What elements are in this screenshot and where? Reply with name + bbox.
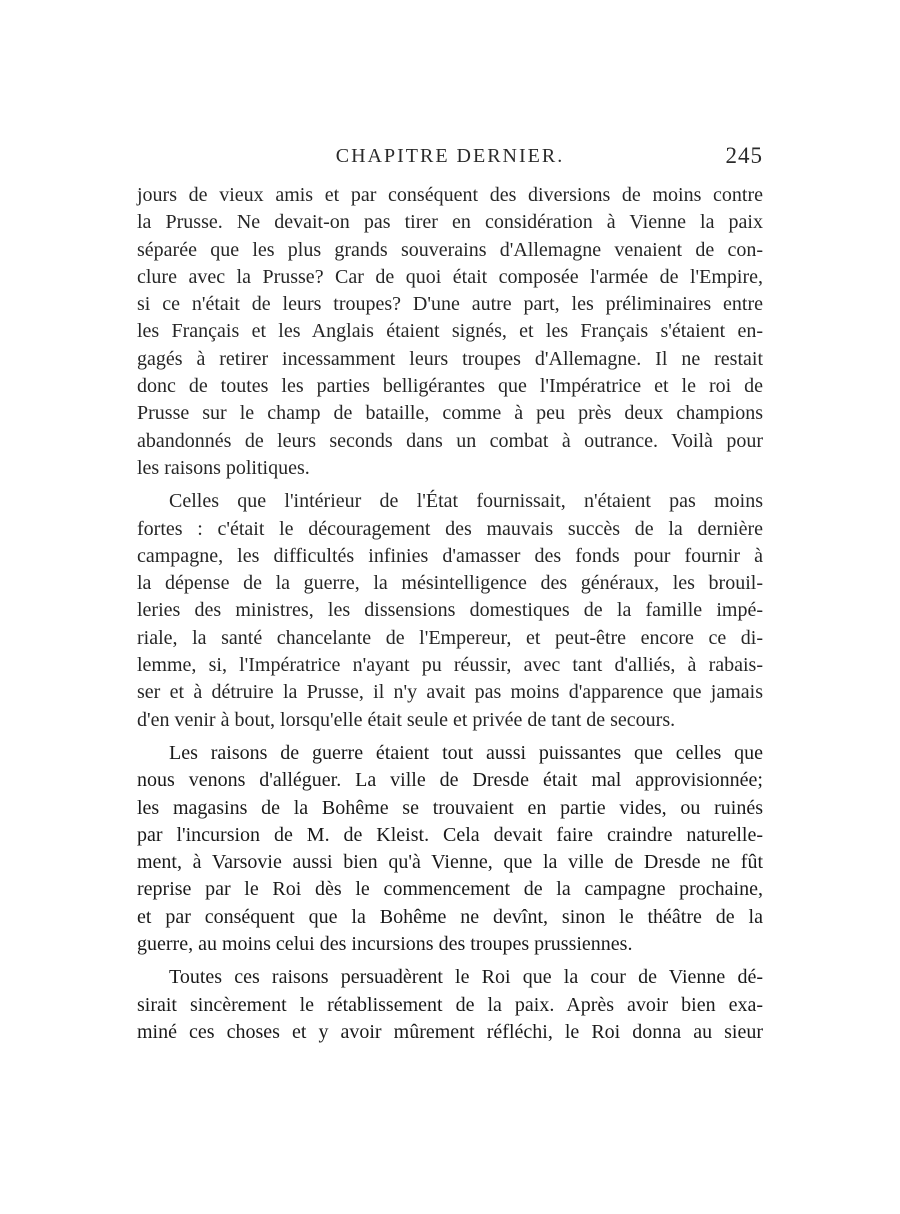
text-line: si ce n'était de leurs troupes? D'une autre part, les préliminaires entre — [137, 293, 763, 316]
text-line: lemme, si, l'Impératrice n'ayant pu réussir, avec tant d'alliés, à rabais- — [137, 654, 763, 677]
text-line: et par conséquent que la Bohême ne devînt, sinon le théâtre de la — [137, 905, 763, 928]
running-title: CHAPITRE DERNIER. — [335, 145, 565, 167]
text-line: les raisons politiques. — [137, 456, 310, 479]
text-line: ser et à détruire la Prusse, il n'y avait pas moins d'apparence que jamais — [137, 681, 763, 704]
text-line: fortes : c'était le découragement des mauvais succès de la dernière — [137, 517, 763, 540]
running-head — [137, 143, 763, 173]
text-line: miné ces choses et y avoir mûrement réfléchi, le Roi donna au sieur — [137, 1020, 763, 1043]
text-line: séparée que les plus grands souverains d'Allemagne venaient de con- — [137, 238, 763, 261]
text-line: leries des ministres, les dissensions domestiques de la famille impé- — [137, 599, 763, 622]
paragraph-1 — [137, 182, 763, 482]
text-line: Les raisons de guerre étaient tout aussi puissantes que celles que — [169, 741, 763, 764]
text-line: nous venons d'alléguer. La ville de Dresde était mal approvisionnée; — [137, 769, 763, 792]
text-line: sirait sincèrement le rétablissement de la paix. Après avoir bien exa- — [137, 993, 763, 1016]
text-line: les Français et les Anglais étaient signés, et les Français s'étaient en- — [137, 320, 763, 343]
body-text — [137, 182, 763, 1046]
text-line: clure avec la Prusse? Car de quoi était composée l'armée de l'Empire, — [137, 265, 763, 288]
text-line: gagés à retirer incessamment leurs troupes d'Allemagne. Il ne restait — [137, 347, 763, 370]
text-line: Celles que l'intérieur de l'État fournissait, n'étaient pas moins — [169, 490, 763, 513]
text-line: la dépense de la guerre, la mésintelligence des généraux, les brouil- — [137, 572, 763, 595]
text-line: campagne, les difficultés infinies d'amasser des fonds pour fournir à — [137, 544, 763, 567]
text-line: ment, à Varsovie aussi bien qu'à Vienne, que la ville de Dresde ne fût — [137, 851, 763, 874]
paragraph-2 — [137, 488, 763, 734]
text-line: les magasins de la Bohême se trouvaient en partie vides, ou ruinés — [137, 796, 763, 819]
text-line: guerre, au moins celui des incursions des troupes prussiennes. — [137, 933, 633, 956]
text-line: riale, la santé chancelante de l'Empereur, et peut-être encore ce di- — [137, 626, 763, 649]
paragraph-3 — [137, 740, 763, 958]
text-line: reprise par le Roi dès le commencement de la campagne prochaine, — [137, 878, 763, 901]
text-line: Prusse sur le champ de bataille, comme à peu près deux champions — [137, 402, 763, 425]
paragraph-4 — [137, 964, 763, 1046]
text-line: la Prusse. Ne devait-on pas tirer en considération à Vienne la paix — [137, 211, 763, 234]
text-line: Toutes ces raisons persuadèrent le Roi que la cour de Vienne dé- — [169, 966, 763, 989]
page-number: 245 — [725, 143, 763, 168]
text-line: d'en venir à bout, lorsqu'elle était seule et privée de tant de secours. — [137, 708, 676, 731]
text-line: abandonnés de leurs seconds dans un combat à outrance. Voilà pour — [137, 429, 763, 452]
text-line: par l'incursion de M. de Kleist. Cela devait faire craindre naturelle- — [137, 823, 763, 846]
text-line: jours de vieux amis et par conséquent des diversions de moins contre — [137, 184, 763, 206]
text-line: donc de toutes les parties belligérantes que l'Impératrice et le roi de — [137, 375, 763, 398]
